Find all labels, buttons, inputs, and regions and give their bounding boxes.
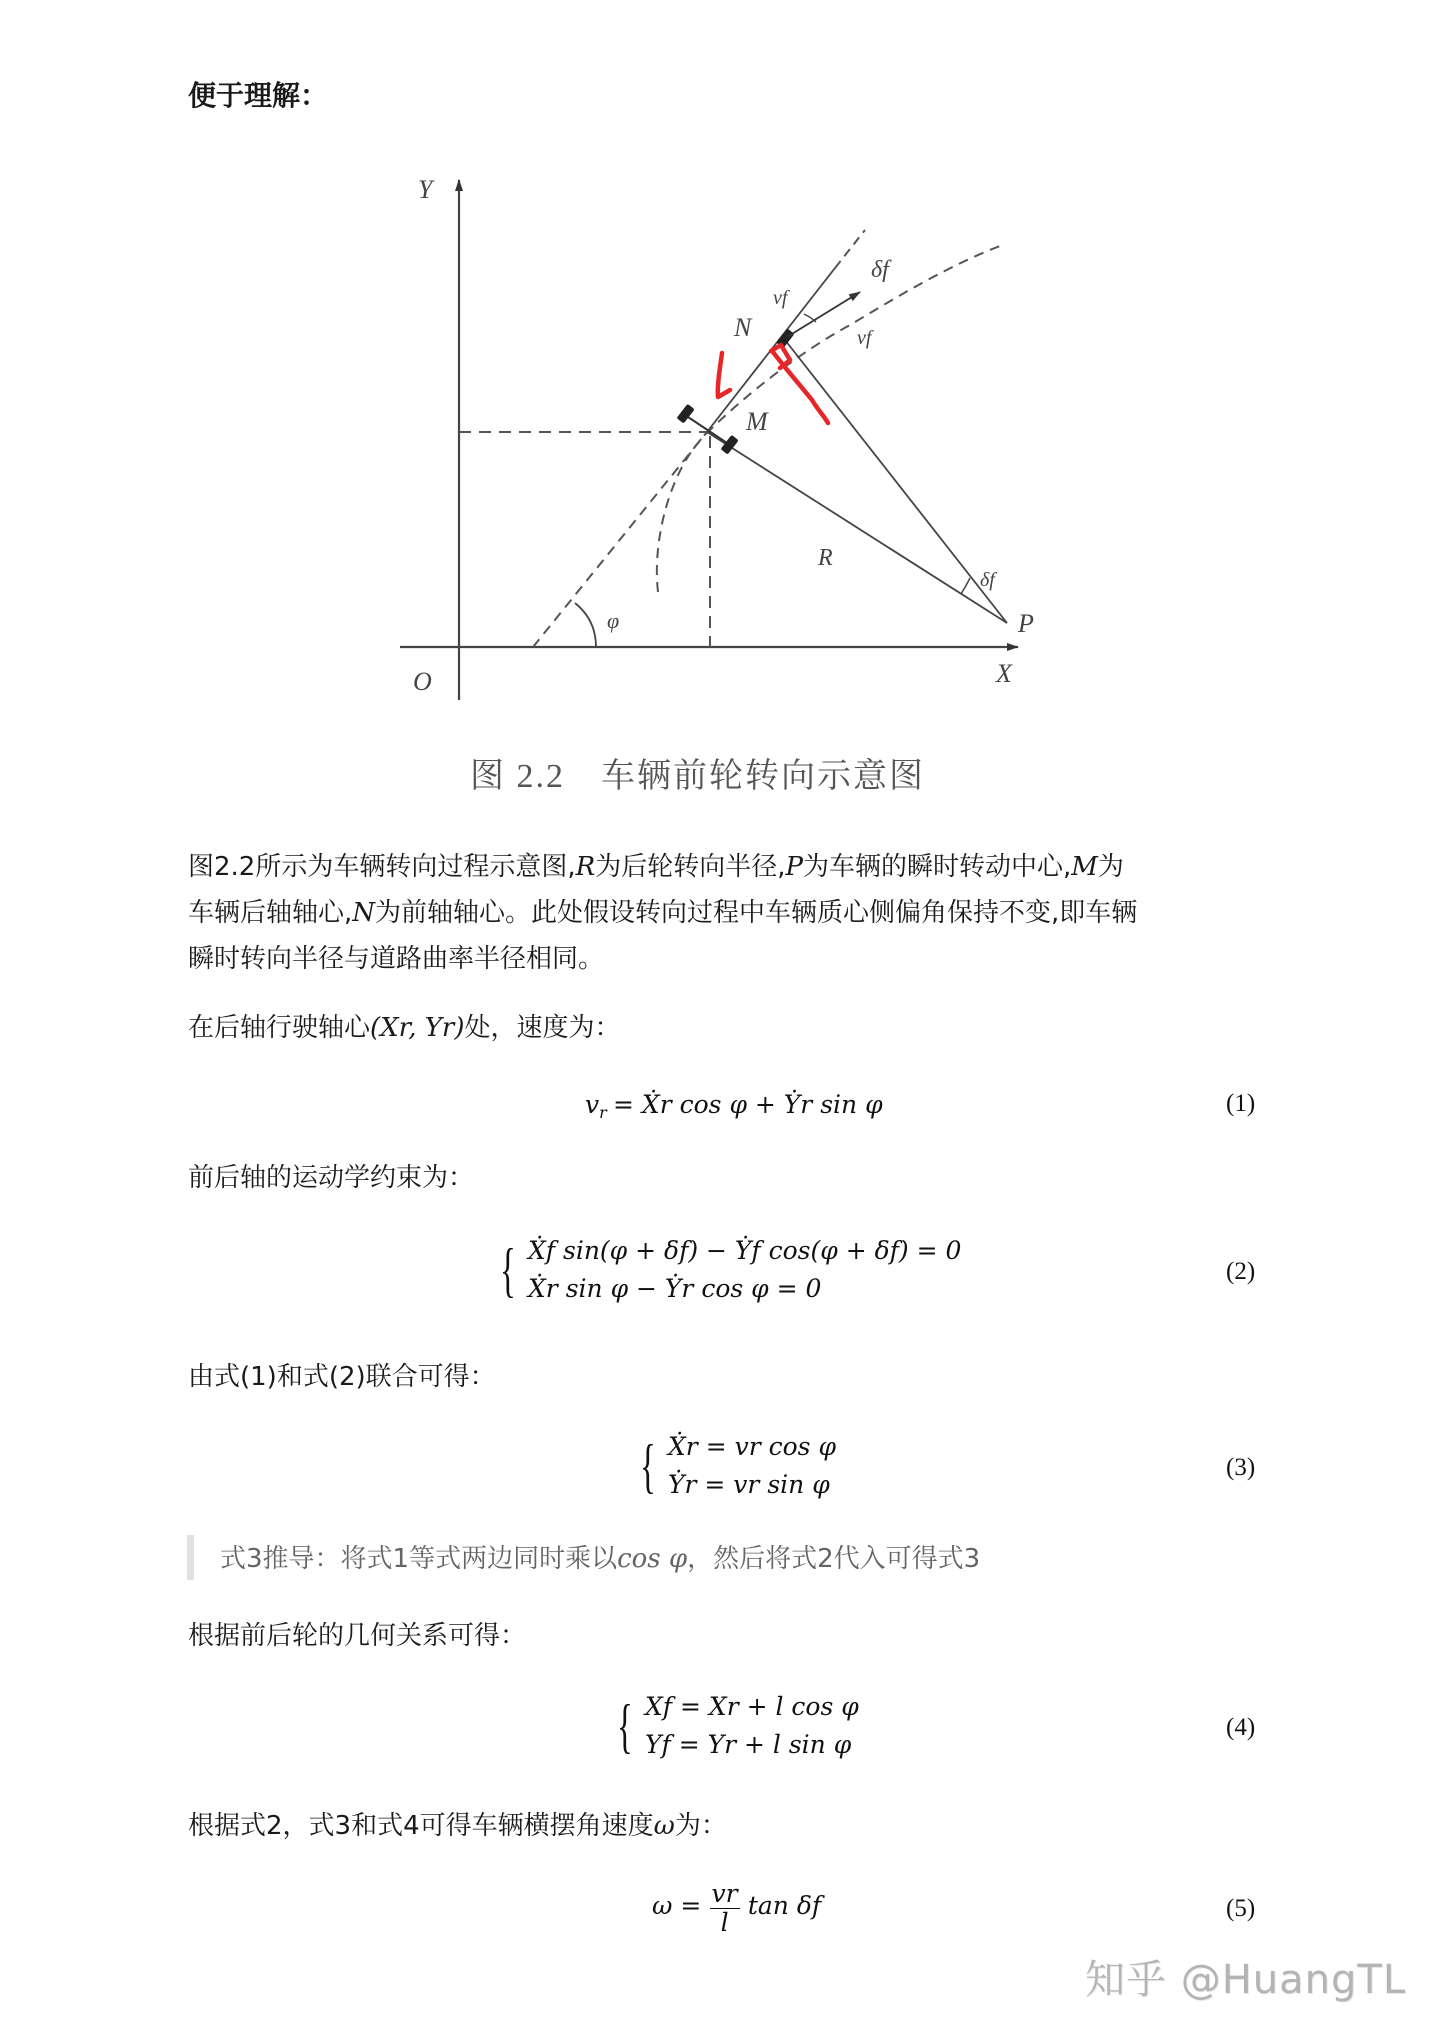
- equation-4-line-2: Yf = Yr + l sin φ: [645, 1730, 852, 1759]
- v-front-label-2: vf: [857, 327, 872, 349]
- section-heading: 便于理解：: [188, 79, 329, 112]
- left-brace: {: [640, 1433, 656, 1499]
- front-axle-label: N: [734, 313, 752, 342]
- radius-label: R: [818, 545, 833, 571]
- equation-3-line-1: Ẋr = vr cos φ: [668, 1432, 836, 1461]
- equation-4: [617, 1688, 859, 1764]
- delta-p-label: δf: [980, 569, 995, 591]
- rear-axle-label: M: [746, 407, 768, 436]
- equation-5: ω = $\frac{vr}{l}$ tan δf: [652, 1879, 822, 1937]
- center-label: P: [1018, 609, 1034, 638]
- paragraph-line-1: 图2.2所示为车辆转向过程示意图,R为后轮转向半径,P为车辆的瞬时转动中心,M为: [188, 852, 1124, 882]
- paragraph-yaw-rate: 根据式2，式3和式4可得车辆横摆角速度ω为：: [188, 1811, 727, 1841]
- figure-caption: 图 2.2 车辆前轮转向示意图: [470, 758, 925, 795]
- fraction: $\frac{vr}{l}$: [711, 1879, 738, 1937]
- paragraph-geometry: 根据前后轮的几何关系可得：: [188, 1621, 527, 1651]
- zhihu-watermark: 知乎 @HuangTL: [1085, 1957, 1407, 2003]
- phi-arc: [575, 603, 596, 647]
- phi-label: φ: [607, 608, 620, 633]
- equation-3-line-2: Ẏr = vr sin φ: [668, 1470, 830, 1499]
- equation-4-line-1: Xf = Xr + l cos φ: [645, 1692, 859, 1721]
- front-radius-line: [785, 340, 1007, 623]
- equation-number-4: (4): [1226, 1714, 1256, 1741]
- origin-label: O: [413, 667, 432, 696]
- paragraph-combined: 由式(1)和式(2)联合可得：: [188, 1362, 496, 1392]
- delta-arc-front: [804, 314, 816, 322]
- delta-top-label: δf: [871, 257, 889, 283]
- rear-radius-line: [707, 432, 1007, 623]
- rear-wheel-right: [721, 435, 739, 455]
- paragraph-kinematic-constraints: 前后轴的运动学约束为：: [188, 1163, 475, 1193]
- equation-1: $v_r$ = Ẋr cos φ + Ẏr sin φ: [585, 1090, 883, 1122]
- left-brace: {: [617, 1693, 633, 1759]
- equation-2: [500, 1232, 961, 1308]
- blockquote-bar: [187, 1535, 194, 1580]
- equation-2-line-2: Ẋr sin φ − Ẏr cos φ = 0: [528, 1274, 822, 1303]
- paragraph-line-3: 瞬时转向半径与道路曲率半径相同。: [188, 944, 605, 974]
- paragraph-line-2: 车辆后轴轴心,N为前轴轴心。此处假设转向过程中车辆质心侧偏角保持不变,即车辆: [188, 898, 1138, 928]
- path-curve: [657, 246, 1000, 592]
- x-axis-label: X: [996, 659, 1012, 688]
- rear-axle-coordinates: (Xr, Yr): [370, 1013, 465, 1043]
- v-front-label-1: vf: [773, 287, 788, 309]
- red-annotation-l: [718, 353, 730, 397]
- blockquote-derivation: 式3推导：将式1等式两边同时乘以cos φ，然后将式2代入可得式3: [220, 1544, 981, 1574]
- vehicle-steering-diagram: [0, 0, 1440, 760]
- equation-2-line-1: Ẋf sin(φ + δf) − Ẏf cos(φ + δf) = 0: [528, 1236, 962, 1265]
- paragraph-description: [188, 844, 1137, 982]
- heading-line-dashed-lower: [533, 432, 707, 647]
- equation-3: [640, 1428, 836, 1504]
- heading-line-dashed-upper: [835, 230, 865, 268]
- equation-number-5: (5): [1226, 1895, 1256, 1922]
- equation-number-3: (3): [1226, 1454, 1256, 1481]
- equation-number-1: (1): [1226, 1090, 1256, 1117]
- y-axis-label: Y: [418, 175, 433, 204]
- rear-axle: [685, 415, 730, 445]
- paragraph-rear-axle-speed: 在后轴行驶轴心(Xr, Yr)处，速度为：: [188, 1013, 621, 1043]
- left-brace: {: [500, 1237, 516, 1303]
- equation-number-2: (2): [1226, 1258, 1256, 1285]
- delta-arc-p: [961, 578, 970, 594]
